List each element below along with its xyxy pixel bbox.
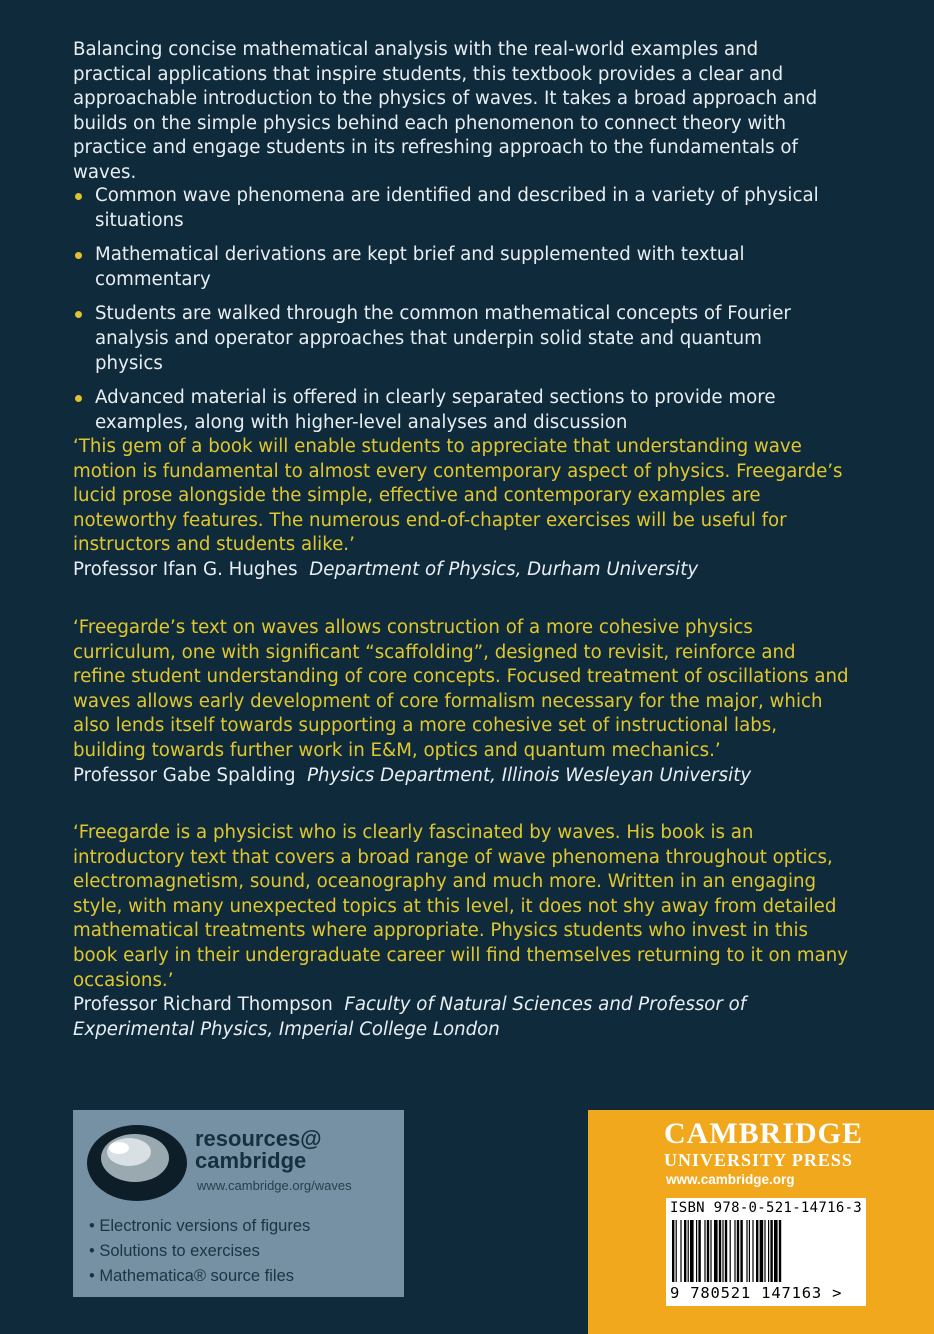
reviewer-name: Professor Richard Thompson: [73, 994, 333, 1016]
quote-text: ‘This gem of a book will enable students to appreciate that understanding wave motion is fundamental to almost every contemporary aspect of physics. Freegarde’s lucid prose alongside the simple, effective and contemporary examples are noteworthy features. The numerous end-of-chapter exercises will be useful for instructors and students alike.’: [73, 436, 843, 556]
quote-attribution: [73, 993, 853, 1042]
publisher-panel: [588, 1110, 934, 1334]
feature-list: [73, 184, 833, 445]
list-item-text: Advanced material is offered in clearly separated sections to provide more examples, along with higher-level analyses and discussion: [95, 387, 776, 433]
publisher-name: CAMBRIDGE: [664, 1117, 864, 1150]
list-item-text: Mathematical derivations are kept brief and supplemented with textual commentary: [95, 244, 745, 290]
list-item: [73, 243, 833, 292]
list-item-text: Students are walked through the common mathematical concepts of Fourier analysis and operator approaches that underpin solid state and quantum physics: [95, 303, 791, 374]
list-item: • Electronic versions of figures: [89, 1217, 311, 1235]
reviewer-name: Professor Ifan G. Hughes: [73, 558, 298, 580]
resources-title-line2: cambridge: [195, 1148, 307, 1173]
bullet-icon: [75, 311, 82, 318]
review-quote-thompson: [73, 821, 853, 1042]
bullet-icon: [75, 193, 82, 200]
resources-title-line1: resources@: [195, 1126, 322, 1151]
reviewer-affiliation: Faculty of Natural Sciences and Professor of Experimental Physics, Imperial College London: [73, 994, 747, 1040]
barcode: [666, 1198, 866, 1306]
resources-logo-icon: [85, 1122, 189, 1204]
list-item: [73, 302, 833, 376]
barcode-digits: 9 780521 147163 >: [670, 1284, 843, 1302]
quote-text: ‘Freegarde is a physicist who is clearly fascinated by waves. His book is an introductory text that covers a broad range of wave phenomena throughout optics, electromagnetism, sound, oceanography and much more. Written in an engaging style, with many unexpected topics at this level, it does not shy away from detailed mathematical treatments where appropriate. Physics students who invest in this book early in their undergraduate career will find themselves returning to it on many occasions.’: [73, 822, 849, 991]
reviewer-name: Professor Gabe Spalding: [73, 764, 296, 786]
reviewer-affiliation: Physics Department, Illinois Wesleyan University: [307, 764, 752, 786]
resources-list: [89, 1214, 310, 1289]
quote-attribution: [73, 558, 853, 583]
list-item-text: Common wave phenomena are identified and described in a variety of physical situations: [95, 185, 819, 231]
isbn-number: ISBN 978-0-521-14716-3: [670, 1200, 863, 1216]
quote-attribution: [73, 764, 853, 789]
quote-text: ‘Freegarde’s text on waves allows construction of a more cohesive physics curriculum, one with significant “scaffolding”, designed to revisit, reinforce and refine student understanding of core concepts. Focused treatment of oscillations and waves allows early development of core formalism necessary for the major, which also lends itself towards supporting a more cohesive set of instructional labs, building towards further work in E&M, optics and quantum mechanics.’: [73, 617, 849, 761]
resources-url: www.cambridge.org/waves: [197, 1178, 352, 1193]
bullet-icon: [75, 252, 82, 259]
bullet-icon: [75, 395, 82, 402]
resources-panel: [73, 1110, 404, 1297]
review-quote-spalding: [73, 616, 853, 788]
resources-title: [195, 1128, 322, 1172]
publisher-subname: UNIVERSITY PRESS: [664, 1150, 853, 1170]
list-item: [73, 386, 833, 435]
publisher-url: www.cambridge.org: [666, 1172, 795, 1187]
list-item: • Solutions to exercises: [89, 1242, 260, 1260]
list-item: • Mathematica® source files: [89, 1267, 295, 1285]
barcode-bars-icon: [672, 1220, 860, 1284]
list-item: [73, 184, 833, 233]
reviewer-affiliation: Department of Physics, Durham University: [309, 558, 699, 580]
review-quote-hughes: [73, 435, 853, 583]
intro-paragraph: Balancing concise mathematical analysis with the real-world examples and practical applications that inspire students, this textbook provides a clear and approachable introduction to the physics of waves. It takes a broad approach and builds on the simple physics behind each phenomenon to connect theory with practice and engage students in its refreshing approach to the fundamentals of waves.: [73, 39, 818, 183]
